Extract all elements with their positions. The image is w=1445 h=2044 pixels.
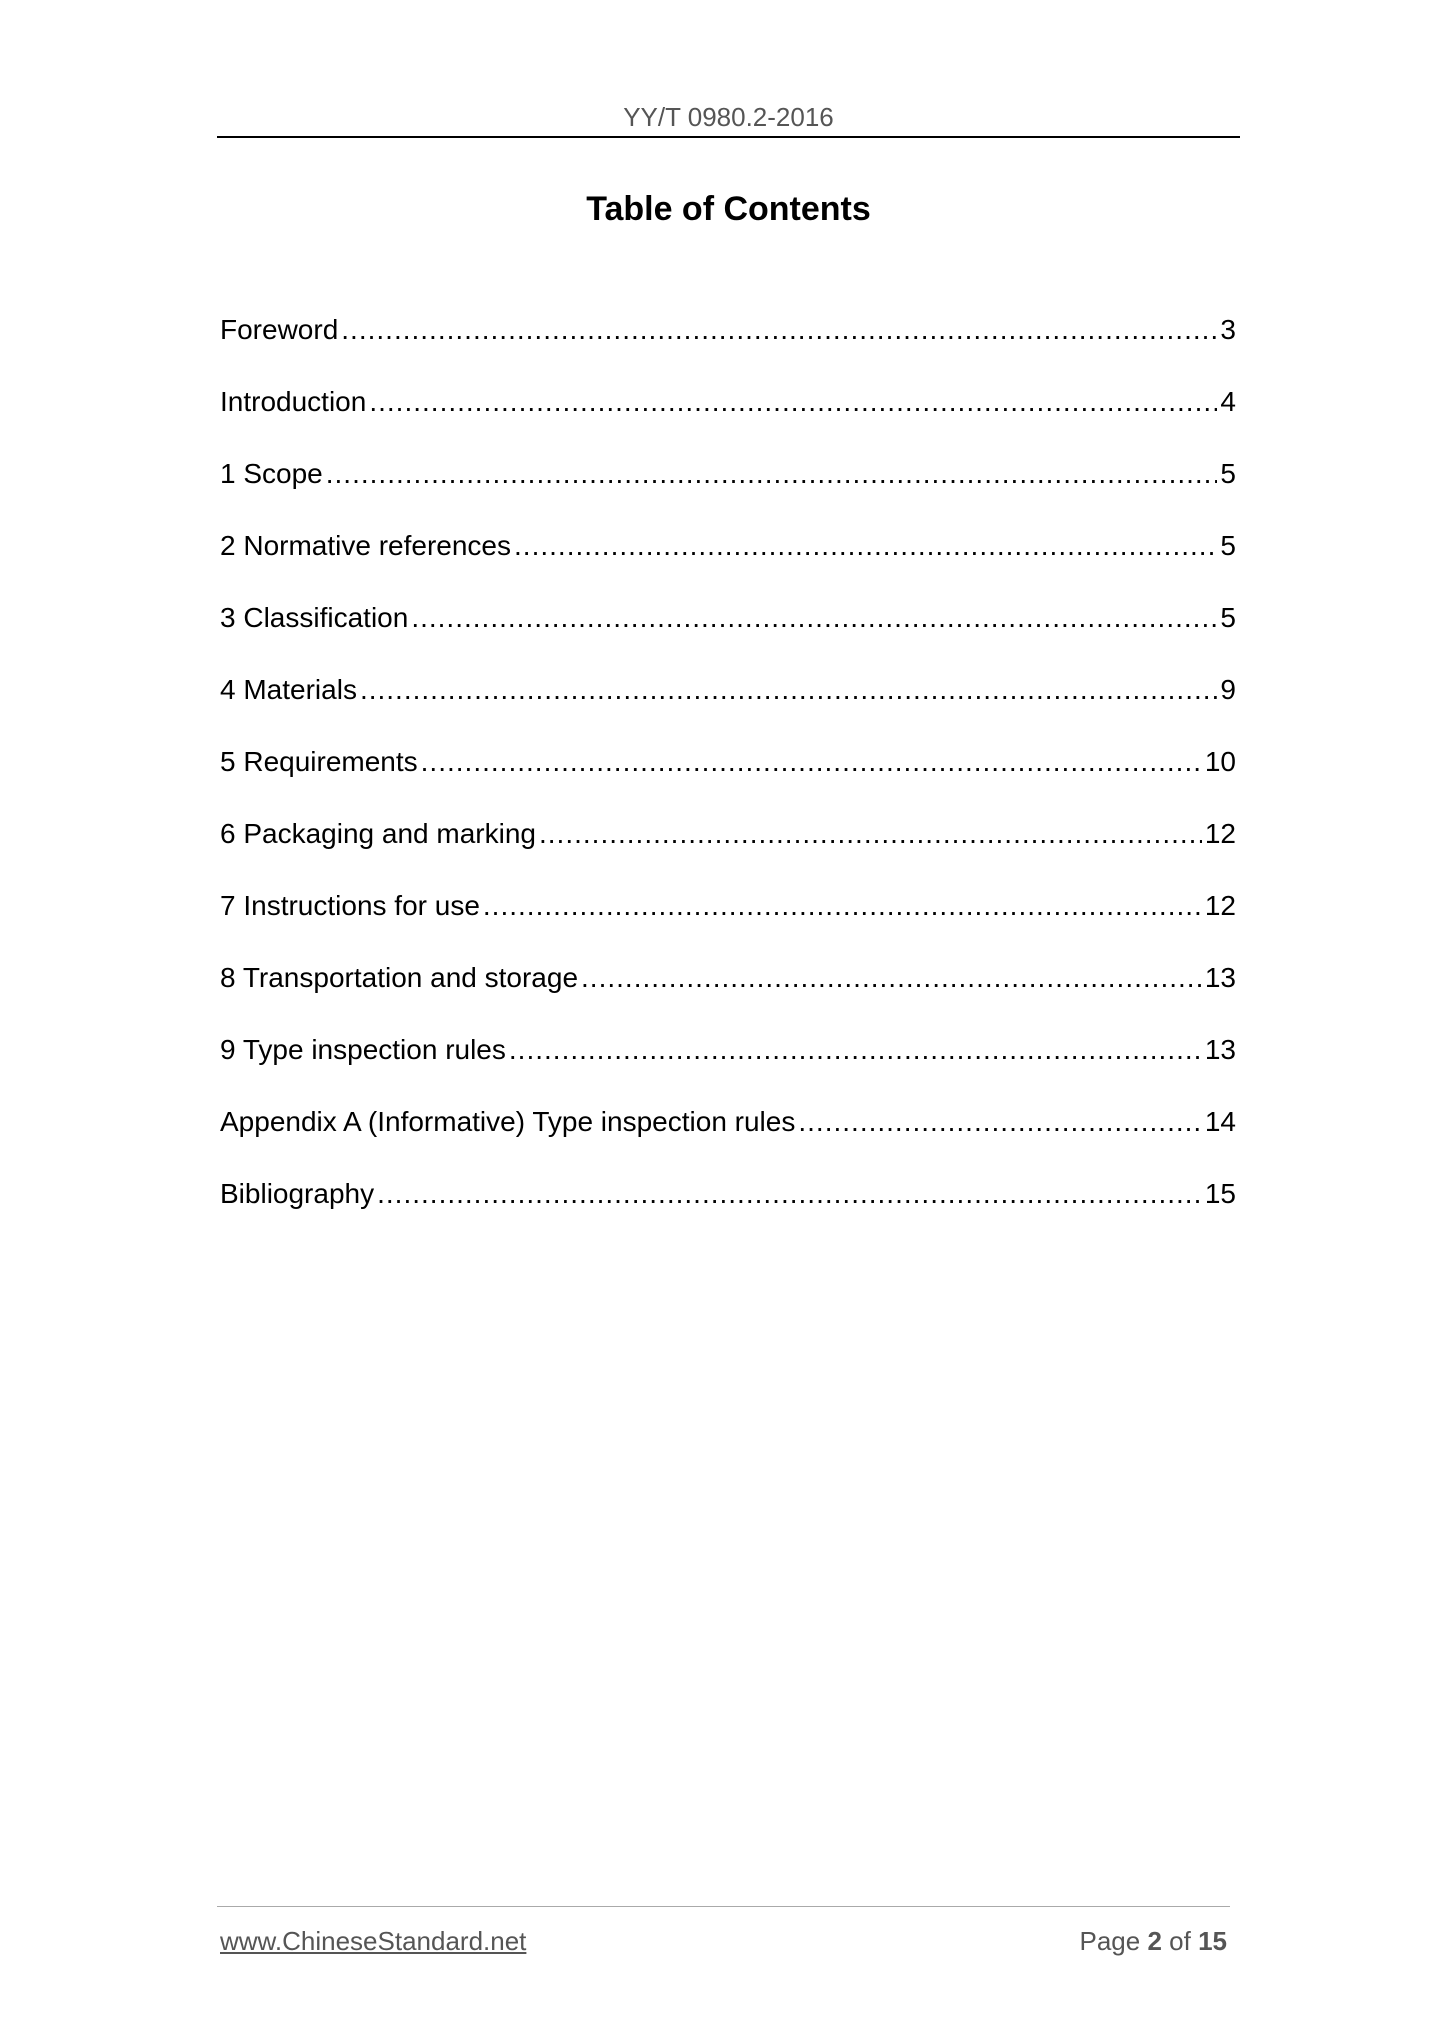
page-of: of	[1169, 1926, 1191, 1956]
toc-dot-leader	[341, 310, 1217, 350]
toc-entry-introduction[interactable]	[220, 382, 1236, 454]
page-prefix: Page	[1079, 1926, 1141, 1956]
toc-entry-label: 4 Materials	[220, 674, 357, 705]
toc-entry-page: 12	[1204, 818, 1236, 849]
toc-entry-normative-references[interactable]	[220, 526, 1236, 598]
toc-dot-leader	[509, 1030, 1202, 1070]
footer-website-link[interactable]: www.ChineseStandard.net	[220, 1926, 527, 1956]
footer-page-indicator	[1079, 1926, 1227, 1957]
header-divider	[217, 136, 1240, 138]
toc-entry-type-inspection-rules[interactable]	[220, 1030, 1236, 1102]
toc-dot-leader	[483, 886, 1202, 926]
toc-entry-bibliography[interactable]	[220, 1174, 1236, 1246]
toc-dot-leader	[360, 670, 1217, 710]
toc-entry-page: 13	[1204, 962, 1236, 993]
toc-entry-label: 3 Classification	[220, 602, 409, 633]
page-title: Table of Contents	[586, 190, 871, 228]
toc-entry-materials[interactable]	[220, 670, 1236, 742]
toc-entry-label: Foreword	[220, 314, 339, 345]
toc-dot-leader	[581, 958, 1202, 998]
toc-entry-scope[interactable]	[220, 454, 1236, 526]
toc-entry-page: 5	[1220, 602, 1236, 633]
toc-entry-classification[interactable]	[220, 598, 1236, 670]
toc-entry-page: 15	[1204, 1178, 1236, 1209]
toc-dot-leader	[326, 454, 1218, 494]
toc-entry-label: 9 Type inspection rules	[220, 1034, 506, 1065]
toc-entry-label: Introduction	[220, 386, 367, 417]
toc-entry-foreword[interactable]	[220, 310, 1236, 382]
toc-entry-page: 12	[1204, 890, 1236, 921]
page-total: 15	[1198, 1926, 1227, 1956]
toc-entry-label: Bibliography	[220, 1178, 375, 1209]
footer-divider	[217, 1906, 1230, 1907]
toc-entry-page: 4	[1220, 386, 1236, 417]
toc-dot-leader	[377, 1174, 1202, 1214]
toc-entry-page: 9	[1220, 674, 1236, 705]
toc-entry-packaging-and-marking[interactable]	[220, 814, 1236, 886]
toc-entry-page: 10	[1204, 746, 1236, 777]
toc-entry-transportation-and-storage[interactable]	[220, 958, 1236, 1030]
table-of-contents	[220, 310, 1236, 1246]
toc-entry-page: 14	[1204, 1106, 1236, 1137]
toc-dot-leader	[514, 526, 1217, 566]
toc-entry-label: 2 Normative references	[220, 530, 512, 561]
header-doc-code: YY/T 0980.2-2016	[623, 102, 834, 132]
toc-entry-label: 6 Packaging and marking	[220, 818, 536, 849]
toc-dot-leader	[798, 1102, 1201, 1142]
toc-entry-requirements[interactable]	[220, 742, 1236, 814]
toc-entry-appendix-a[interactable]	[220, 1102, 1236, 1174]
page-current: 2	[1147, 1926, 1162, 1956]
toc-dot-leader	[369, 382, 1217, 422]
toc-entry-label: 7 Instructions for use	[220, 890, 480, 921]
toc-entry-label: 8 Transportation and storage	[220, 962, 579, 993]
toc-entry-page: 5	[1220, 530, 1236, 561]
toc-entry-label: Appendix A (Informative) Type inspection rules	[220, 1106, 796, 1137]
toc-entry-label: 5 Requirements	[220, 746, 418, 777]
toc-entry-page: 13	[1204, 1034, 1236, 1065]
toc-dot-leader	[539, 814, 1202, 854]
toc-entry-page: 3	[1220, 314, 1236, 345]
toc-entry-page: 5	[1220, 458, 1236, 489]
toc-entry-label: 1 Scope	[220, 458, 323, 489]
toc-entry-instructions-for-use[interactable]	[220, 886, 1236, 958]
toc-dot-leader	[421, 742, 1202, 782]
toc-dot-leader	[411, 598, 1217, 638]
